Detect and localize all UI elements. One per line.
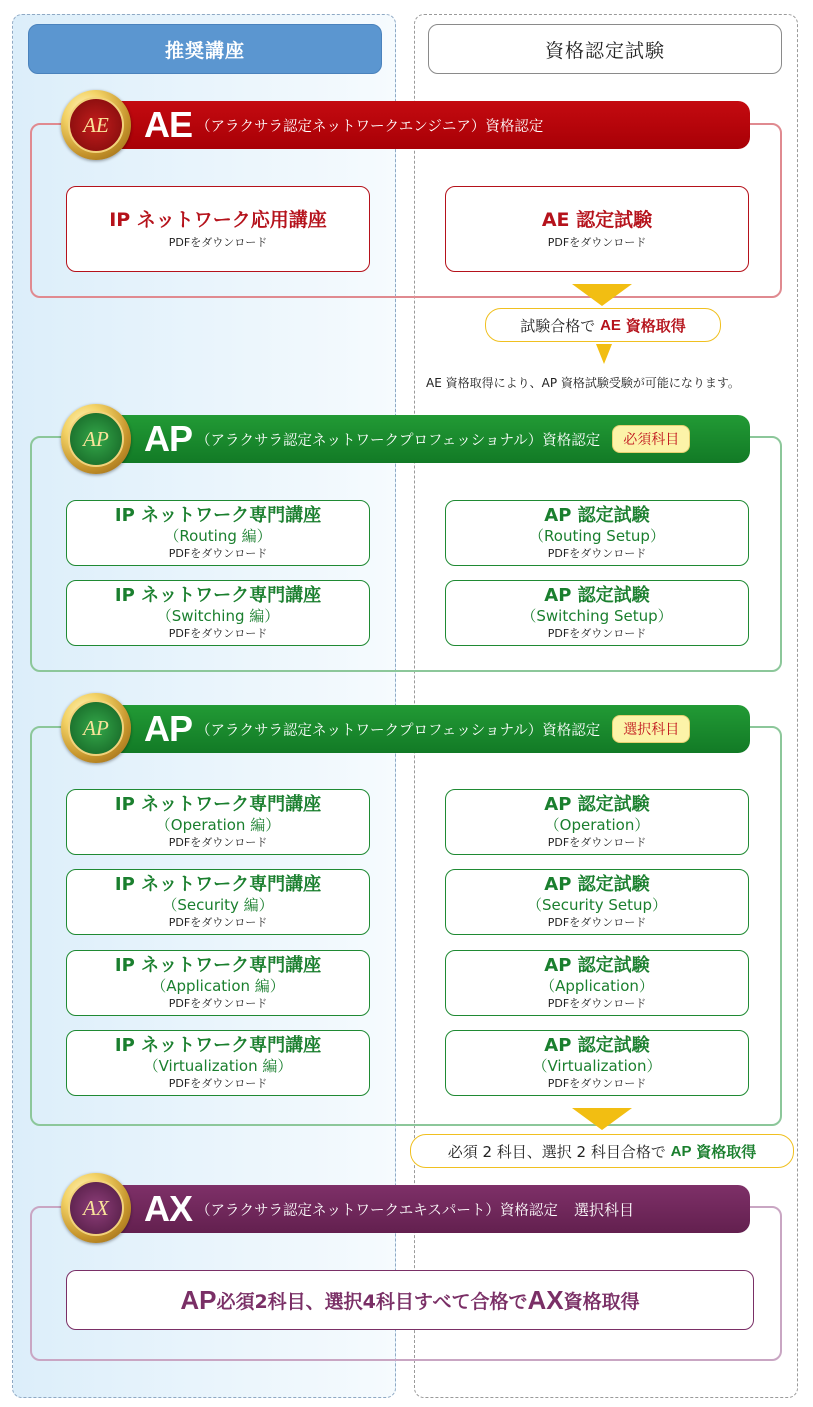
pdf-download-link[interactable]: PDFをダウンロード [168, 1077, 268, 1090]
ax-header-bar [100, 1185, 750, 1233]
ae-course-title: IP ネットワーク応用講座 [109, 209, 327, 231]
ae-result-pill [485, 308, 721, 342]
ax-emblem-label: AX [68, 1180, 124, 1236]
course-card[interactable] [66, 789, 370, 855]
ae-header-bar [100, 101, 750, 149]
ae-exam-card[interactable] [445, 186, 749, 272]
ap-emblem-icon [61, 693, 131, 763]
exam-title: AP 認定試験 [544, 505, 650, 526]
course-title: IP ネットワーク専門講座 [114, 505, 322, 526]
ap-required-code: AP [144, 418, 193, 459]
pdf-download-link[interactable]: PDFをダウンロード [547, 836, 647, 849]
ap-result-prefix: 必須 2 科目、選択 2 科目合格で [447, 1142, 666, 1161]
exam-subtitle: （Security Setup） [526, 896, 668, 914]
pdf-download-link[interactable]: PDFをダウンロード [547, 547, 647, 560]
ap-arrow-icon [572, 1108, 632, 1130]
course-subtitle: （Operation 編） [155, 816, 281, 834]
recommended-courses-header: 推奨講座 [28, 24, 382, 74]
ap-required-header-bar [100, 415, 750, 463]
ax-req-text: 必須2科目、選択4科目すべて合格で [216, 1290, 528, 1313]
ax-elective-label: 選択科目 [573, 1200, 634, 1219]
ax-description: （アラクサラ認定ネットワークエキスパート）資格認定 [196, 1202, 558, 1219]
pdf-download-link[interactable]: PDFをダウンロード [168, 236, 268, 249]
course-subtitle: （Virtualization 編） [143, 1057, 293, 1075]
exam-subtitle: （Routing Setup） [529, 527, 665, 545]
ax-req-suffix: 資格取得 [563, 1290, 640, 1313]
ae-result-prefix: 試験合格で [520, 316, 596, 335]
course-subtitle: （Security 編） [162, 896, 274, 914]
ap-elective-description: （アラクサラ認定ネットワークプロフェッショナル）資格認定 [196, 722, 601, 739]
course-title: IP ネットワーク専門講座 [114, 1035, 322, 1056]
ap-required-description: （アラクサラ認定ネットワークプロフェッショナル）資格認定 [196, 432, 601, 449]
ae-emblem-icon [61, 90, 131, 160]
pdf-download-link[interactable]: PDFをダウンロード [168, 627, 268, 640]
ax-req-code-ax: AX [527, 1284, 564, 1315]
pdf-download-link[interactable]: PDFをダウンロード [547, 236, 647, 249]
ae-arrow-tip-icon [596, 344, 612, 364]
exam-card[interactable] [445, 580, 749, 646]
course-title: IP ネットワーク専門講座 [114, 794, 322, 815]
exam-card[interactable] [445, 1030, 749, 1096]
ae-exam-title: AE 認定試験 [541, 209, 653, 231]
certification-exams-header: 資格認定試験 [428, 24, 782, 74]
ap-emblem-label: AP [68, 700, 124, 756]
ax-req-code-ap: AP [180, 1284, 217, 1315]
exam-subtitle: （Virtualization） [532, 1057, 662, 1075]
elective-badge: 選択科目 [612, 715, 690, 743]
exam-card[interactable] [445, 950, 749, 1016]
pdf-download-link[interactable]: PDFをダウンロード [547, 916, 647, 929]
course-card[interactable] [66, 1030, 370, 1096]
pdf-download-link[interactable]: PDFをダウンロード [168, 916, 268, 929]
ap-result-suffix: 資格取得 [696, 1142, 757, 1161]
pdf-download-link[interactable]: PDFをダウンロード [547, 627, 647, 640]
ae-result-suffix: 資格取得 [625, 316, 686, 335]
ax-code: AX [144, 1188, 193, 1229]
exam-title: AP 認定試験 [544, 1035, 650, 1056]
course-subtitle: （Routing 編） [164, 527, 272, 545]
exam-subtitle: （Application） [540, 977, 654, 995]
pdf-download-link[interactable]: PDFをダウンロード [168, 836, 268, 849]
ax-emblem-icon [61, 1173, 131, 1243]
ap-result-code: AP [670, 1142, 692, 1160]
ap-result-pill [410, 1134, 794, 1168]
exam-title: AP 認定試験 [544, 794, 650, 815]
course-card[interactable] [66, 580, 370, 646]
exam-card[interactable] [445, 869, 749, 935]
exam-title: AP 認定試験 [544, 585, 650, 606]
ae-result-code: AE [600, 316, 621, 334]
exam-title: AP 認定試験 [544, 874, 650, 895]
course-card[interactable] [66, 869, 370, 935]
ae-result-note: AE 資格取得により、AP 資格試験受験が可能になります。 [426, 376, 740, 390]
course-card[interactable] [66, 500, 370, 566]
ae-arrow-icon [572, 284, 632, 306]
ap-elective-code: AP [144, 708, 193, 749]
ax-requirement-card [66, 1270, 754, 1330]
exam-subtitle: （Operation） [544, 816, 650, 834]
pdf-download-link[interactable]: PDFをダウンロード [168, 547, 268, 560]
exam-card[interactable] [445, 789, 749, 855]
required-badge: 必須科目 [612, 425, 690, 453]
course-title: IP ネットワーク専門講座 [114, 585, 322, 606]
ae-code: AE [144, 104, 193, 145]
exam-title: AP 認定試験 [544, 955, 650, 976]
course-subtitle: （Application 編） [151, 977, 285, 995]
ap-emblem-label: AP [68, 411, 124, 467]
pdf-download-link[interactable]: PDFをダウンロード [547, 997, 647, 1010]
exam-card[interactable] [445, 500, 749, 566]
course-title: IP ネットワーク専門講座 [114, 874, 322, 895]
course-subtitle: （Switching 編） [156, 607, 280, 625]
pdf-download-link[interactable]: PDFをダウンロード [168, 997, 268, 1010]
ap-elective-header-bar [100, 705, 750, 753]
ae-description: （アラクサラ認定ネットワークエンジニア）資格認定 [196, 118, 544, 135]
ae-emblem-label: AE [68, 97, 124, 153]
pdf-download-link[interactable]: PDFをダウンロード [547, 1077, 647, 1090]
ap-emblem-icon [61, 404, 131, 474]
ae-course-card[interactable] [66, 186, 370, 272]
exam-subtitle: （Switching Setup） [521, 607, 673, 625]
course-card[interactable] [66, 950, 370, 1016]
course-title: IP ネットワーク専門講座 [114, 955, 322, 976]
